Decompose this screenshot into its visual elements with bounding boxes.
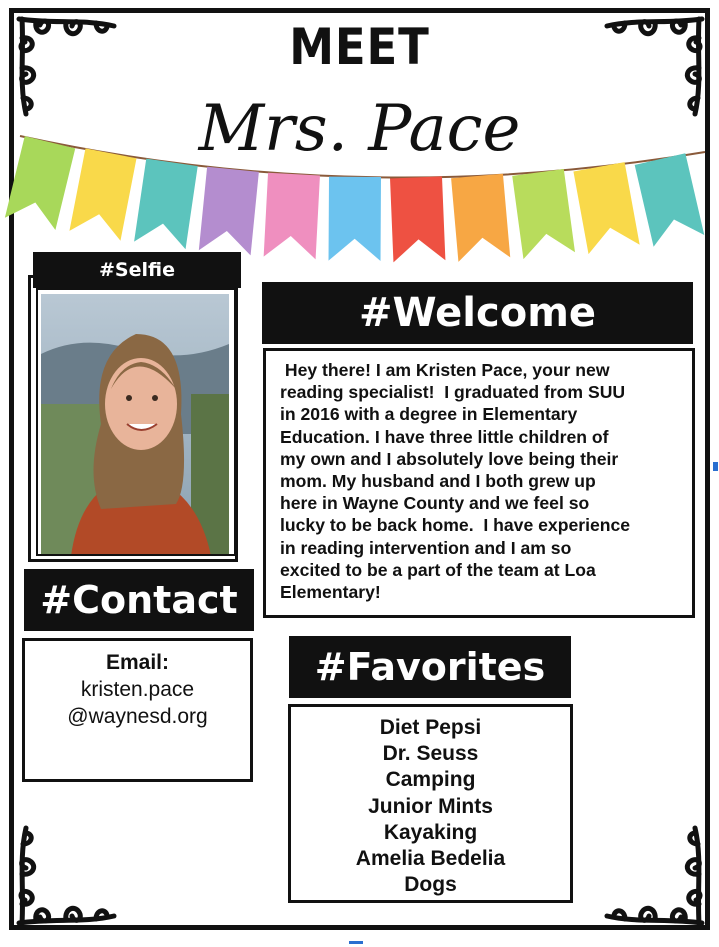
welcome-tab: #Welcome xyxy=(262,282,693,344)
email-line-1[interactable]: kristen.pace xyxy=(80,678,195,701)
welcome-line: Elementary! xyxy=(280,582,381,603)
edge-marker xyxy=(349,941,363,944)
favorite-item: Kayaking xyxy=(383,820,478,844)
favorite-item: Camping xyxy=(385,768,476,792)
meet-heading: MEET xyxy=(289,18,430,76)
welcome-line: my own and I absolutely love being their xyxy=(280,448,619,469)
bunting-flag xyxy=(573,162,639,254)
email-label: Email: xyxy=(105,651,170,674)
swirl-corner-bottom-left xyxy=(14,818,124,928)
welcome-line: in reading intervention and I am so xyxy=(280,537,572,558)
welcome-paragraph xyxy=(280,359,684,603)
bunting-flag xyxy=(264,173,320,260)
welcome-line: Education. I have three little children of xyxy=(280,426,609,447)
bunting-flag xyxy=(635,153,705,247)
welcome-line: reading specialist! I graduated from SUU xyxy=(280,382,626,403)
contact-tab: #Contact xyxy=(24,569,254,631)
favorite-item: Dogs xyxy=(404,873,457,897)
favorites-list xyxy=(291,715,570,898)
welcome-line: excited to be a part of the team at Loa xyxy=(280,559,596,580)
bunting-flag xyxy=(512,169,575,259)
favorites-box xyxy=(288,704,573,903)
selfie-frame-inner xyxy=(36,288,236,556)
welcome-line: mom. My husband and I both grew up xyxy=(280,471,596,492)
email-line-2[interactable]: @waynesd.org xyxy=(67,705,208,728)
bunting-flag xyxy=(69,148,136,240)
bunting-flag xyxy=(329,177,381,261)
bunting-flag xyxy=(5,136,75,230)
favorite-item: Junior Mints xyxy=(368,794,493,818)
welcome-line: Hey there! I am Kristen Pace, your new xyxy=(280,360,610,380)
favorites-tab: #Favorites xyxy=(289,636,571,698)
favorite-item: Amelia Bedelia xyxy=(355,847,506,871)
bunting-flag xyxy=(390,176,445,262)
welcome-line: lucky to be back home. I have experience xyxy=(280,515,631,536)
teacher-name-heading: Mrs. Pace xyxy=(198,92,521,166)
welcome-line: here in Wayne County and we feel so xyxy=(280,493,590,514)
favorite-item: Dr. Seuss xyxy=(382,742,479,766)
swirl-corner-bottom-right xyxy=(597,818,707,928)
bunting-flag xyxy=(199,167,259,256)
edge-marker xyxy=(713,462,718,471)
welcome-box xyxy=(263,348,695,618)
selfie-tab: #Selfie xyxy=(33,252,241,288)
contact-box xyxy=(22,638,253,782)
bunting-flag xyxy=(134,159,198,250)
welcome-line: in 2016 with a degree in Elementary xyxy=(280,404,578,425)
bunting-flag xyxy=(451,174,510,262)
favorite-item: Diet Pepsi xyxy=(379,716,482,739)
